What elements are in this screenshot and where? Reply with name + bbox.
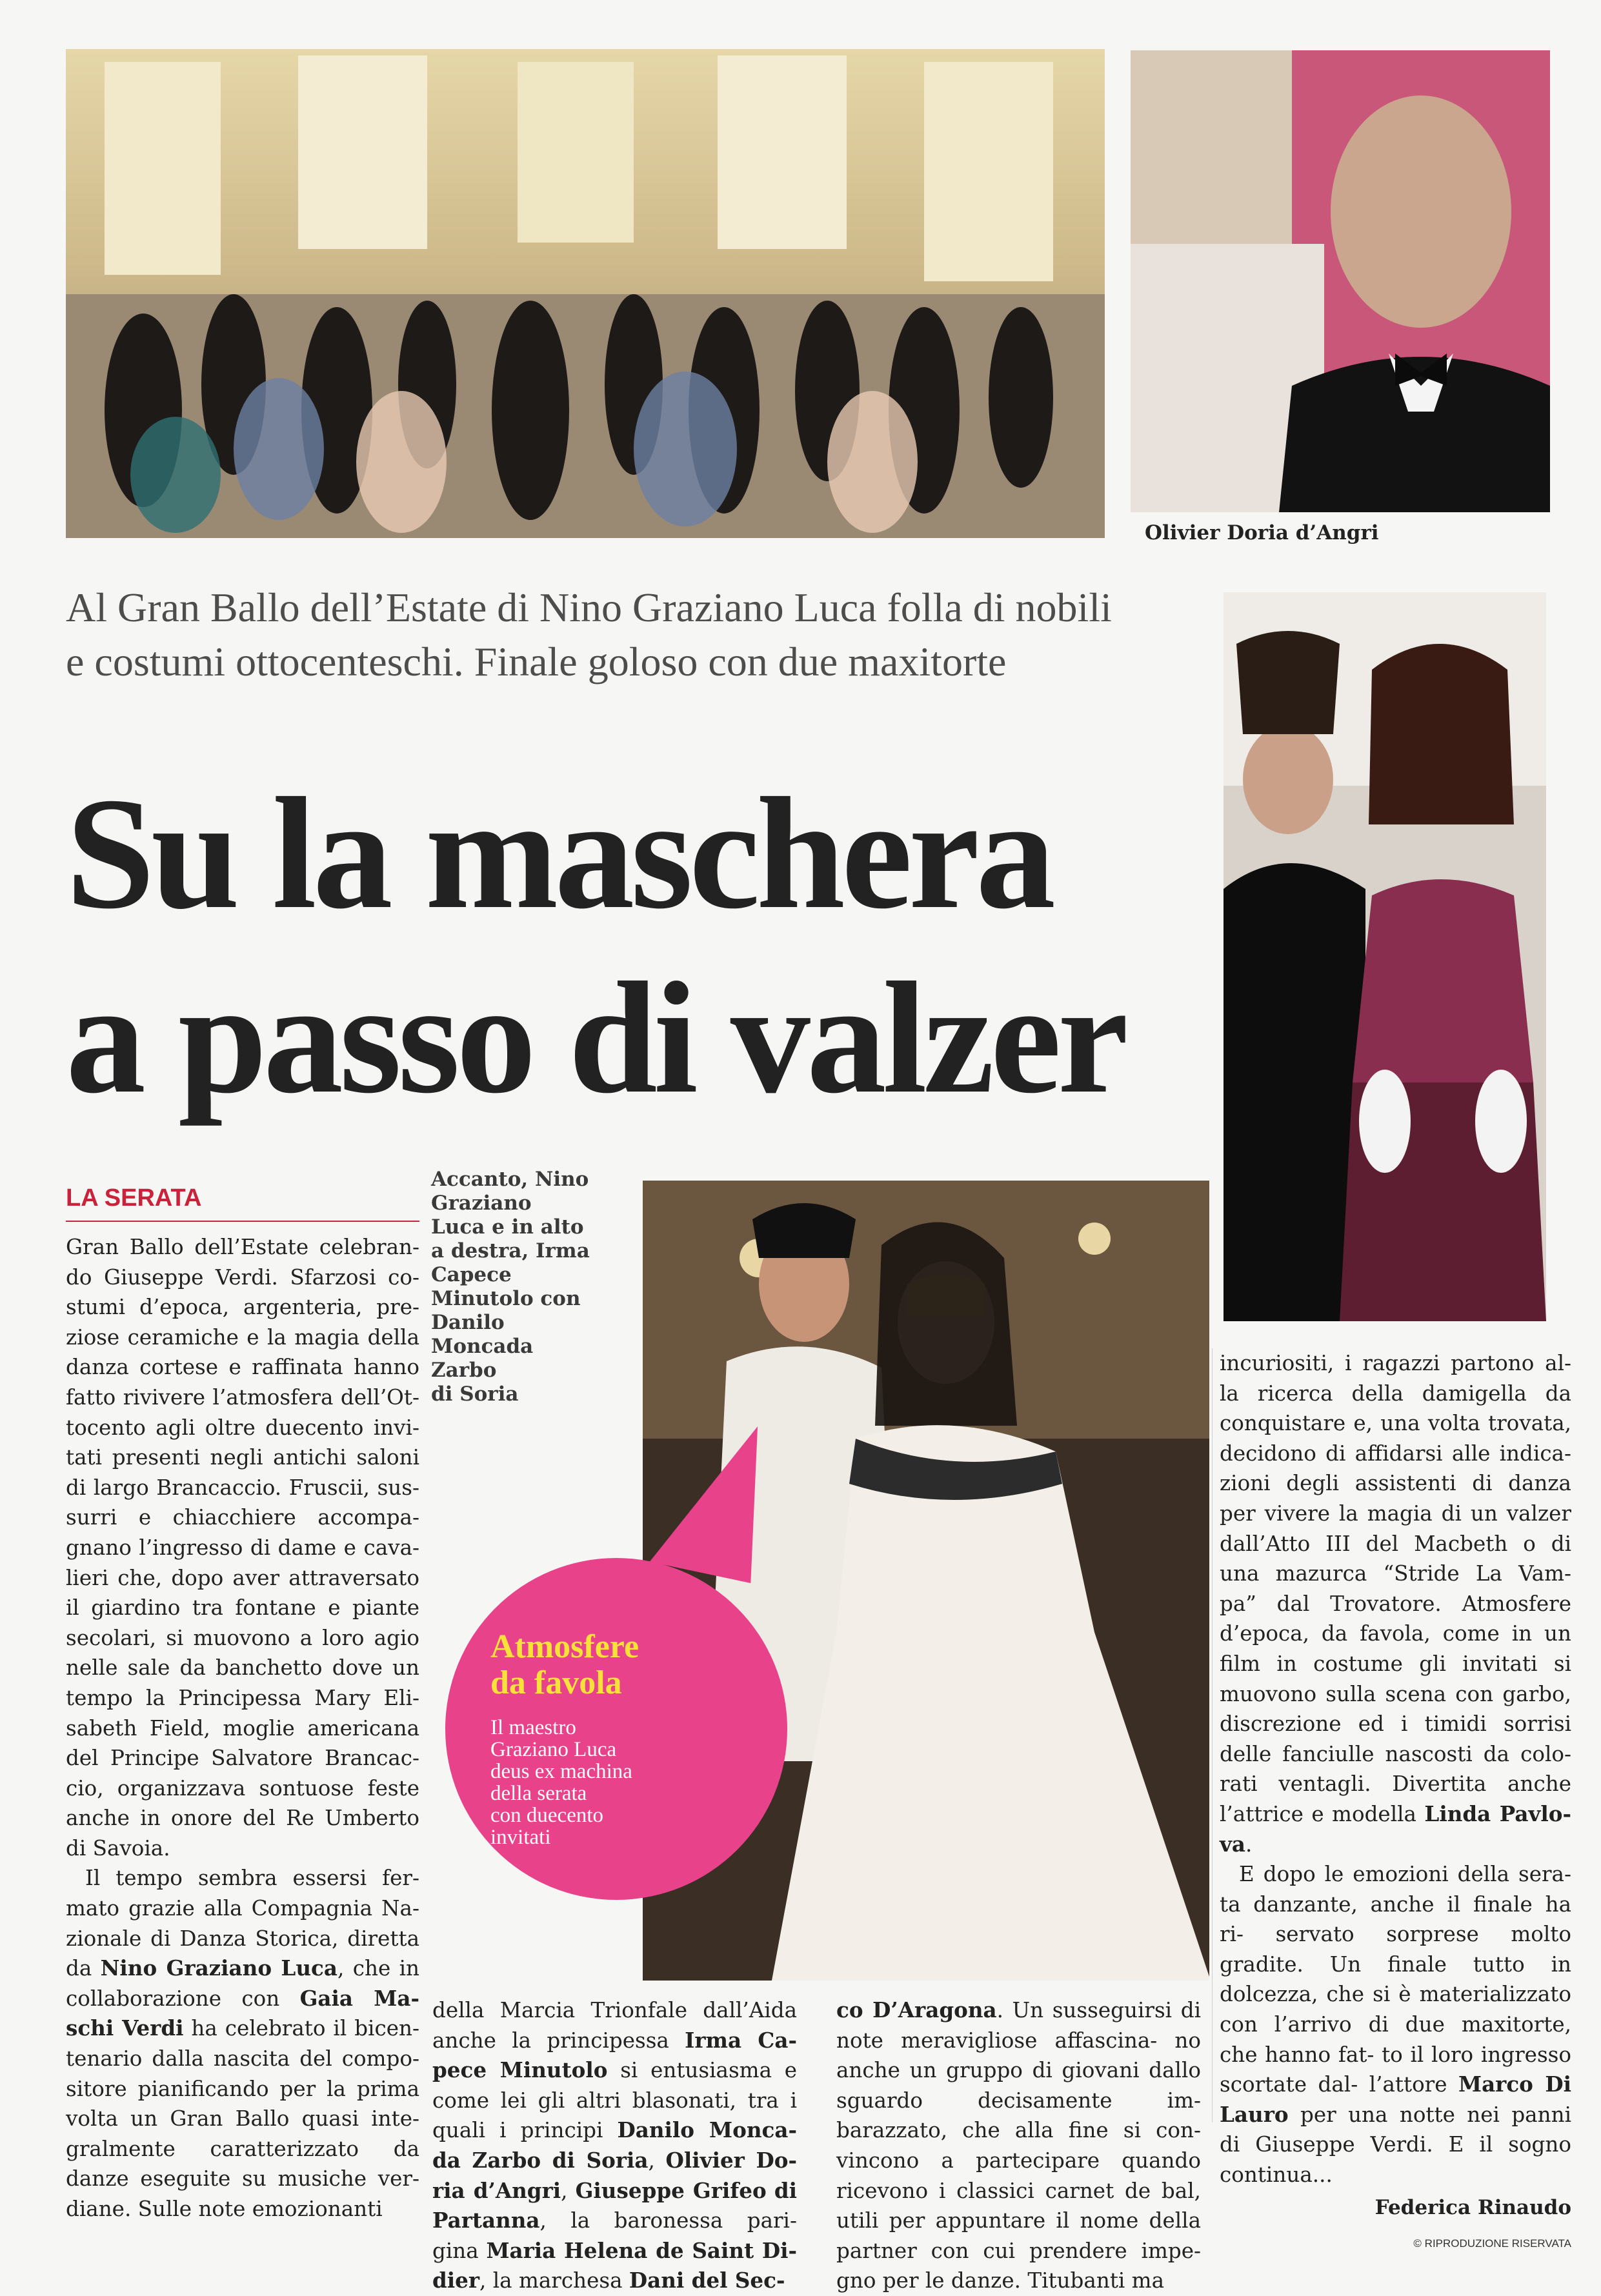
paragraph: co D’Aragona. Un susseguirsi di note meravigliose affascina- no anche un gruppo di giovani dallo sguardo decisamente im- barazzato, che alla fine si con- vincono a partecipare quando ricevono i classici carnet de bal, utili per appuntare il nome della partner con cui prendere impe- gno per le danze. Titubanti ma — [836, 1997, 1202, 2293]
column-2 — [432, 1995, 797, 2296]
paragraph: Gran Ballo dell’Estate celebran- do Giuseppe Verdi. Sfarzosi co- stumi d’epoca, argenteria, pre- ziose ceramiche e la magia della danza cortese e raffinata hanno fatto rivivere l’atmosfera dell’Ot- tocento agli oltre duecento invi- tati presenti negli antichi saloni di largo Brancaccio. Fruscii, sus- surri e chiacchiere accompa- gnano l’ingresso di dame e cava- lieri che, dopo aver attraversato il giardino tra fontane e piante secolari, si muovono a loro agio nelle sale da banchetto dove un tempo la Principessa Mary Eli- sabeth Field, moglie americana del Principe Salvatore Brancac- cio, organizzava sontuose feste anche in onore del Re Umberto di Savoia. — [66, 1235, 419, 1861]
kicker-rule — [66, 1221, 419, 1222]
byline: Federica Rinaudo — [1374, 2195, 1571, 2219]
photo-caption: Accanto, Nino Graziano Luca e in alto a destra, Irma Capece Minutolo con Danilo Moncada Zarbo di Soria — [431, 1168, 590, 1406]
portrait-photo — [1131, 50, 1550, 512]
section-kicker: LA SERATA — [66, 1184, 202, 1212]
paragraph: E dopo le emozioni della sera- ta danzante, anche il finale ha ri- servato sorprese molto gradite. Un finale tutto in dolcezza, che si è materializzato con l’arrivo di due maxitorte, che hanno fat- to il loro ingresso scortate dal- l’attore Marco Di Lauro per una notte nei panni di Giuseppe Verdi. E il sogno continua... — [1220, 1862, 1572, 2188]
paragraph: incuriositi, i ragazzi partono al- la ricerca della damigella da conquistare e, una volta trovata, decidono di affidarsi alle indica- zioni degli assistenti di danza per vivere la magia di un valzer dall’Atto III del Macbeth o di una mazurca “Stride La Vam- pa” dal Trovatore. Atmosfere d’epoca, da favola, come in un film in costume gli invitati si muovono sulla scena con garbo, discrezione ed i timidi sorrisi delle fanciulle nascosti da colo- rati ventagli. Divertita anche l’attrice e modella Linda Pavlo- va. — [1220, 1351, 1571, 1857]
couple-photo — [1223, 592, 1546, 1321]
headline-line: Su la maschera — [66, 764, 1052, 942]
callout-text: Atmosfere da favola Il maestro Graziano Luca deus ex machina della serata con duecento invitati — [490, 1629, 761, 1848]
headline — [66, 761, 1227, 1130]
deck-line: e costumi ottocenteschi. Finale goloso con due maxitorte — [66, 639, 1007, 684]
column-divider — [1212, 1348, 1213, 2122]
portrait-caption: Olivier Doria d’Angri — [1145, 521, 1379, 544]
deck-line: Al Gran Ballo dell’Estate di Nino Graziano Luca folla di nobili — [66, 584, 1112, 630]
callout-title: Atmosfere — [490, 1628, 639, 1665]
callout-title: da favola — [490, 1664, 622, 1701]
deck — [66, 581, 1227, 689]
headline-line: a passo di valzer — [66, 949, 1125, 1126]
column-1 — [66, 1232, 419, 2224]
column-4 — [1220, 1348, 1571, 2259]
ballroom-photo — [66, 49, 1105, 538]
paragraph: Il tempo sembra essersi fer- mato grazie alla Compagnia Na- zionale di Danza Storica, diretta da Nino Graziano Luca, che in collaborazione con Gaia Ma- schi Verdi ha celebrato il bicen- tenario dalla nascita del compo- sitore pianificando per la prima volta un Gran Ballo quasi inte- gralmente caratterizzato da danze eseguite su musiche ver- diane. Sulle note emozionanti — [66, 1866, 419, 2221]
paragraph: della Marcia Trionfale dall’Aida anche la principessa Irma Ca- pece Minutolo si entusiasma e come lei gli altri blasonati, tra i quali i principi Danilo Monca- da Zarbo di Soria, Olivier Do- ria d’Angri, Giuseppe Grifeo di Partanna, la baronessa pari- gina Maria Helena de Saint Di- dier, la marchesa Dani del Sec- — [432, 1998, 797, 2293]
copyright: © RIPRODUZIONE RISERVATA — [1413, 2237, 1571, 2250]
masked-couple-photo — [643, 1181, 1209, 1981]
column-3 — [836, 1995, 1201, 2296]
